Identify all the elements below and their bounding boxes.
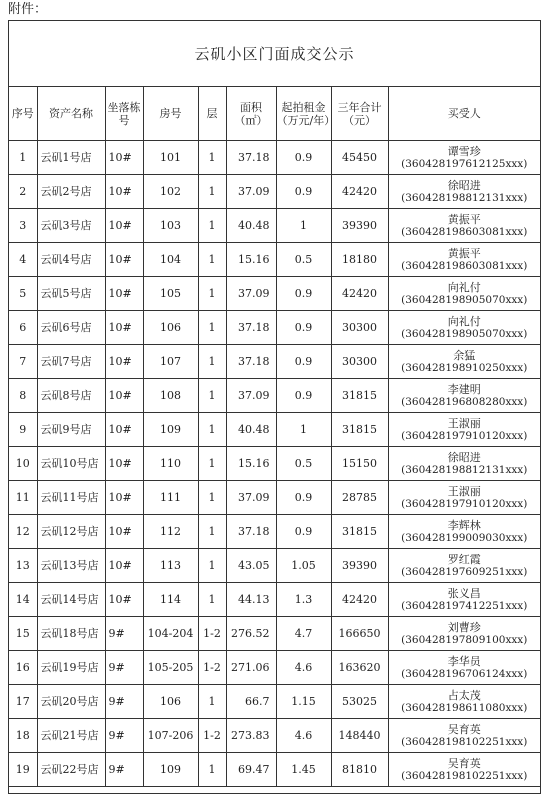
- cell-three-year-total: 166650: [331, 617, 388, 651]
- buyer-name: 李华员: [447, 654, 481, 668]
- cell-asset-name: 云矶4号店: [37, 243, 105, 277]
- cell-building: 10#: [105, 379, 143, 413]
- cell-three-year-total: 18180: [331, 243, 388, 277]
- cell-start-rent: 4.6: [276, 651, 331, 685]
- header-buyer: 买受人: [388, 87, 540, 141]
- cell-seq: 19: [9, 753, 37, 787]
- cell-buyer: [388, 141, 540, 175]
- cell-three-year-total: 42420: [331, 583, 388, 617]
- cell-building: 10#: [105, 583, 143, 617]
- cell-buyer: [388, 481, 540, 515]
- cell-seq: 7: [9, 345, 37, 379]
- cell-seq: 3: [9, 209, 37, 243]
- cell-area: 273.83: [226, 719, 276, 753]
- cell-buyer: [388, 413, 540, 447]
- cell-asset-name: 云矶21号店: [37, 719, 105, 753]
- cell-area: 37.09: [226, 379, 276, 413]
- buyer-name: 徐昭进: [447, 450, 481, 464]
- buyer-id: (360428198905070xxx): [401, 293, 528, 306]
- cell-building: 9#: [105, 719, 143, 753]
- cell-room: 112: [143, 515, 198, 549]
- cell-area: 276.52: [226, 617, 276, 651]
- cell-start-rent: 1.05: [276, 549, 331, 583]
- cell-floor: 1: [198, 481, 226, 515]
- cell-asset-name: 云矶9号店: [37, 413, 105, 447]
- cell-room: 110: [143, 447, 198, 481]
- cell-start-rent: 1.15: [276, 685, 331, 719]
- buyer-id: (360428198611080xxx): [401, 701, 528, 714]
- buyer-id: (360428198812131xxx): [401, 463, 528, 476]
- cell-buyer: [388, 685, 540, 719]
- cell-area: 37.18: [226, 515, 276, 549]
- cell-building: 9#: [105, 685, 143, 719]
- buyer-name: 向礼付: [447, 314, 481, 328]
- buyer-id: (360428197910120xxx): [401, 497, 528, 510]
- cell-asset-name: 云矶19号店: [37, 651, 105, 685]
- cell-area: 40.48: [226, 413, 276, 447]
- cell-seq: 12: [9, 515, 37, 549]
- buyer-name: 余猛: [453, 348, 476, 362]
- cell-three-year-total: 31815: [331, 515, 388, 549]
- cell-room: 109: [143, 413, 198, 447]
- transaction-table: [9, 87, 540, 787]
- cell-building: 10#: [105, 141, 143, 175]
- cell-three-year-total: 42420: [331, 175, 388, 209]
- cell-start-rent: 0.9: [276, 311, 331, 345]
- cell-start-rent: 1: [276, 413, 331, 447]
- cell-floor: 1: [198, 549, 226, 583]
- cell-floor: 1: [198, 175, 226, 209]
- header-start-rent: 起拍租金（万元/年）: [276, 87, 331, 141]
- table-row: [9, 617, 540, 651]
- table-row: [9, 651, 540, 685]
- header-floor: 层: [198, 87, 226, 141]
- cell-start-rent: 4.7: [276, 617, 331, 651]
- cell-asset-name: 云矶1号店: [37, 141, 105, 175]
- cell-building: 10#: [105, 243, 143, 277]
- cell-floor: 1: [198, 345, 226, 379]
- cell-floor: 1: [198, 277, 226, 311]
- cell-floor: 1-2: [198, 651, 226, 685]
- cell-seq: 1: [9, 141, 37, 175]
- buyer-name: 黄振平: [447, 212, 481, 226]
- cell-buyer: [388, 753, 540, 787]
- cell-three-year-total: 148440: [331, 719, 388, 753]
- cell-asset-name: 云矶14号店: [37, 583, 105, 617]
- cell-buyer: [388, 209, 540, 243]
- cell-area: 69.47: [226, 753, 276, 787]
- cell-start-rent: 1.45: [276, 753, 331, 787]
- table-row: [9, 753, 540, 787]
- cell-room: 114: [143, 583, 198, 617]
- table-row: [9, 345, 540, 379]
- table-row: [9, 447, 540, 481]
- cell-floor: 1: [198, 141, 226, 175]
- cell-area: 15.16: [226, 447, 276, 481]
- cell-floor: 1: [198, 413, 226, 447]
- cell-three-year-total: 81810: [331, 753, 388, 787]
- cell-area: 37.18: [226, 345, 276, 379]
- cell-room: 106: [143, 685, 198, 719]
- cell-asset-name: 云矶5号店: [37, 277, 105, 311]
- table-row: [9, 719, 540, 753]
- cell-start-rent: 0.9: [276, 175, 331, 209]
- cell-area: 44.13: [226, 583, 276, 617]
- cell-buyer: [388, 447, 540, 481]
- buyer-id: (360428197612125xxx): [401, 157, 528, 170]
- cell-asset-name: 云矶10号店: [37, 447, 105, 481]
- cell-room: 101: [143, 141, 198, 175]
- cell-buyer: [388, 515, 540, 549]
- header-asset-name: 资产名称: [37, 87, 105, 141]
- cell-three-year-total: 15150: [331, 447, 388, 481]
- cell-buyer: [388, 345, 540, 379]
- cell-floor: 1: [198, 447, 226, 481]
- cell-area: 271.06: [226, 651, 276, 685]
- cell-seq: 9: [9, 413, 37, 447]
- table-row: [9, 583, 540, 617]
- cell-buyer: [388, 175, 540, 209]
- cell-seq: 5: [9, 277, 37, 311]
- cell-buyer: [388, 311, 540, 345]
- cell-seq: 14: [9, 583, 37, 617]
- cell-start-rent: 4.6: [276, 719, 331, 753]
- cell-asset-name: 云矶2号店: [37, 175, 105, 209]
- cell-building: 10#: [105, 209, 143, 243]
- cell-floor: 1: [198, 753, 226, 787]
- buyer-name: 谭雪珍: [447, 144, 481, 158]
- cell-room: 102: [143, 175, 198, 209]
- cell-building: 9#: [105, 617, 143, 651]
- cell-asset-name: 云矶8号店: [37, 379, 105, 413]
- cell-area: 40.48: [226, 209, 276, 243]
- buyer-id: (360428196706124xxx): [401, 667, 528, 680]
- cell-room: 111: [143, 481, 198, 515]
- cell-start-rent: 1.3: [276, 583, 331, 617]
- cell-building: 10#: [105, 175, 143, 209]
- cell-room: 106: [143, 311, 198, 345]
- attachment-label: 附件：: [8, 2, 48, 17]
- cell-start-rent: 0.9: [276, 345, 331, 379]
- cell-room: 105: [143, 277, 198, 311]
- cell-start-rent: 0.9: [276, 141, 331, 175]
- buyer-id: (360428198603081xxx): [401, 225, 528, 238]
- header-area: 面积（㎡）: [226, 87, 276, 141]
- cell-floor: 1: [198, 311, 226, 345]
- buyer-id: (360428198102251xxx): [401, 735, 528, 748]
- cell-room: 107: [143, 345, 198, 379]
- buyer-name: 占太茂: [447, 688, 481, 702]
- cell-start-rent: 0.9: [276, 481, 331, 515]
- table-row: [9, 549, 540, 583]
- cell-floor: 1: [198, 209, 226, 243]
- cell-seq: 8: [9, 379, 37, 413]
- cell-floor: 1: [198, 379, 226, 413]
- table-row: [9, 413, 540, 447]
- header-room: 房号: [143, 87, 198, 141]
- table-row: [9, 141, 540, 175]
- cell-asset-name: 云矶11号店: [37, 481, 105, 515]
- buyer-name: 黄振平: [447, 246, 481, 260]
- cell-building: 10#: [105, 277, 143, 311]
- buyer-name: 吴育英: [447, 722, 481, 736]
- cell-start-rent: 0.9: [276, 277, 331, 311]
- cell-area: 37.09: [226, 481, 276, 515]
- cell-room: 103: [143, 209, 198, 243]
- buyer-name: 王淑丽: [447, 484, 481, 498]
- buyer-name: 李建明: [447, 382, 481, 396]
- header-seq: 序号: [9, 87, 37, 141]
- cell-buyer: [388, 719, 540, 753]
- cell-building: 10#: [105, 447, 143, 481]
- cell-start-rent: 0.5: [276, 447, 331, 481]
- cell-buyer: [388, 583, 540, 617]
- cell-asset-name: 云矶12号店: [37, 515, 105, 549]
- cell-asset-name: 云矶13号店: [37, 549, 105, 583]
- buyer-name: 吴育英: [447, 756, 481, 770]
- cell-start-rent: 0.5: [276, 243, 331, 277]
- cell-three-year-total: 30300: [331, 311, 388, 345]
- cell-three-year-total: 30300: [331, 345, 388, 379]
- table-row: [9, 379, 540, 413]
- cell-floor: 1: [198, 685, 226, 719]
- cell-seq: 17: [9, 685, 37, 719]
- buyer-id: (360428197910120xxx): [401, 429, 528, 442]
- cell-start-rent: 0.9: [276, 515, 331, 549]
- cell-seq: 2: [9, 175, 37, 209]
- buyer-name: 罗红霞: [447, 552, 481, 566]
- cell-buyer: [388, 243, 540, 277]
- cell-buyer: [388, 379, 540, 413]
- table-row: [9, 209, 540, 243]
- buyer-name: 向礼付: [447, 280, 481, 294]
- cell-building: 10#: [105, 481, 143, 515]
- cell-building: 10#: [105, 549, 143, 583]
- cell-building: 10#: [105, 515, 143, 549]
- cell-three-year-total: 31815: [331, 379, 388, 413]
- cell-seq: 11: [9, 481, 37, 515]
- cell-buyer: [388, 549, 540, 583]
- buyer-id: (360428197412251xxx): [401, 599, 528, 612]
- cell-asset-name: 云矶3号店: [37, 209, 105, 243]
- cell-room: 104: [143, 243, 198, 277]
- cell-building: 10#: [105, 311, 143, 345]
- cell-area: 37.18: [226, 311, 276, 345]
- cell-area: 66.7: [226, 685, 276, 719]
- buyer-id: (360428198603081xxx): [401, 259, 528, 272]
- cell-area: 37.09: [226, 277, 276, 311]
- cell-seq: 10: [9, 447, 37, 481]
- cell-seq: 6: [9, 311, 37, 345]
- cell-three-year-total: 42420: [331, 277, 388, 311]
- cell-room: 113: [143, 549, 198, 583]
- cell-asset-name: 云矶18号店: [37, 617, 105, 651]
- cell-floor: 1: [198, 243, 226, 277]
- header-building: 坐落栋号: [105, 87, 143, 141]
- cell-area: 37.09: [226, 175, 276, 209]
- buyer-id: (360428198812131xxx): [401, 191, 528, 204]
- cell-three-year-total: 39390: [331, 549, 388, 583]
- table-row: [9, 243, 540, 277]
- table-body: [9, 141, 540, 787]
- cell-building: 10#: [105, 413, 143, 447]
- table-row: [9, 277, 540, 311]
- table-row: [9, 515, 540, 549]
- cell-buyer: [388, 617, 540, 651]
- cell-start-rent: 1: [276, 209, 331, 243]
- buyer-id: (360428198905070xxx): [401, 327, 528, 340]
- buyer-id: (360428197809100xxx): [401, 633, 528, 646]
- cell-floor: 1: [198, 515, 226, 549]
- buyer-id: (360428196808280xxx): [401, 395, 528, 408]
- cell-seq: 13: [9, 549, 37, 583]
- cell-building: 9#: [105, 651, 143, 685]
- cell-room: 109: [143, 753, 198, 787]
- cell-three-year-total: 45450: [331, 141, 388, 175]
- cell-three-year-total: 28785: [331, 481, 388, 515]
- cell-three-year-total: 39390: [331, 209, 388, 243]
- buyer-name: 刘曹珍: [447, 620, 481, 634]
- cell-room: 104-204: [143, 617, 198, 651]
- table-row: [9, 685, 540, 719]
- cell-seq: 18: [9, 719, 37, 753]
- transaction-sheet: [8, 20, 541, 794]
- table-row: [9, 311, 540, 345]
- cell-three-year-total: 31815: [331, 413, 388, 447]
- cell-seq: 16: [9, 651, 37, 685]
- buyer-id: (360428197609251xxx): [401, 565, 528, 578]
- cell-asset-name: 云矶20号店: [37, 685, 105, 719]
- cell-room: 108: [143, 379, 198, 413]
- cell-buyer: [388, 277, 540, 311]
- buyer-id: (360428199009030xxx): [401, 531, 528, 544]
- cell-start-rent: 0.9: [276, 379, 331, 413]
- table-row: [9, 481, 540, 515]
- cell-building: 9#: [105, 753, 143, 787]
- header-three-year-total: 三年合计（元）: [331, 87, 388, 141]
- cell-floor: 1-2: [198, 719, 226, 753]
- cell-buyer: [388, 651, 540, 685]
- cell-asset-name: 云矶22号店: [37, 753, 105, 787]
- cell-room: 107-206: [143, 719, 198, 753]
- cell-three-year-total: 163620: [331, 651, 388, 685]
- cell-building: 10#: [105, 345, 143, 379]
- buyer-id: (360428198910250xxx): [401, 361, 528, 374]
- buyer-name: 王淑丽: [447, 416, 481, 430]
- sheet-title: 云矶小区门面成交公示: [9, 21, 540, 87]
- cell-seq: 4: [9, 243, 37, 277]
- cell-three-year-total: 53025: [331, 685, 388, 719]
- buyer-name: 徐昭进: [447, 178, 481, 192]
- cell-area: 43.05: [226, 549, 276, 583]
- header-row: [9, 87, 540, 141]
- cell-asset-name: 云矶6号店: [37, 311, 105, 345]
- buyer-id: (360428198102251xxx): [401, 769, 528, 782]
- cell-seq: 15: [9, 617, 37, 651]
- buyer-name: 张义昌: [447, 586, 481, 600]
- table-row: [9, 175, 540, 209]
- cell-room: 105-205: [143, 651, 198, 685]
- cell-area: 15.16: [226, 243, 276, 277]
- cell-area: 37.18: [226, 141, 276, 175]
- cell-asset-name: 云矶7号店: [37, 345, 105, 379]
- cell-floor: 1: [198, 583, 226, 617]
- cell-floor: 1-2: [198, 617, 226, 651]
- buyer-name: 李辉林: [447, 518, 481, 532]
